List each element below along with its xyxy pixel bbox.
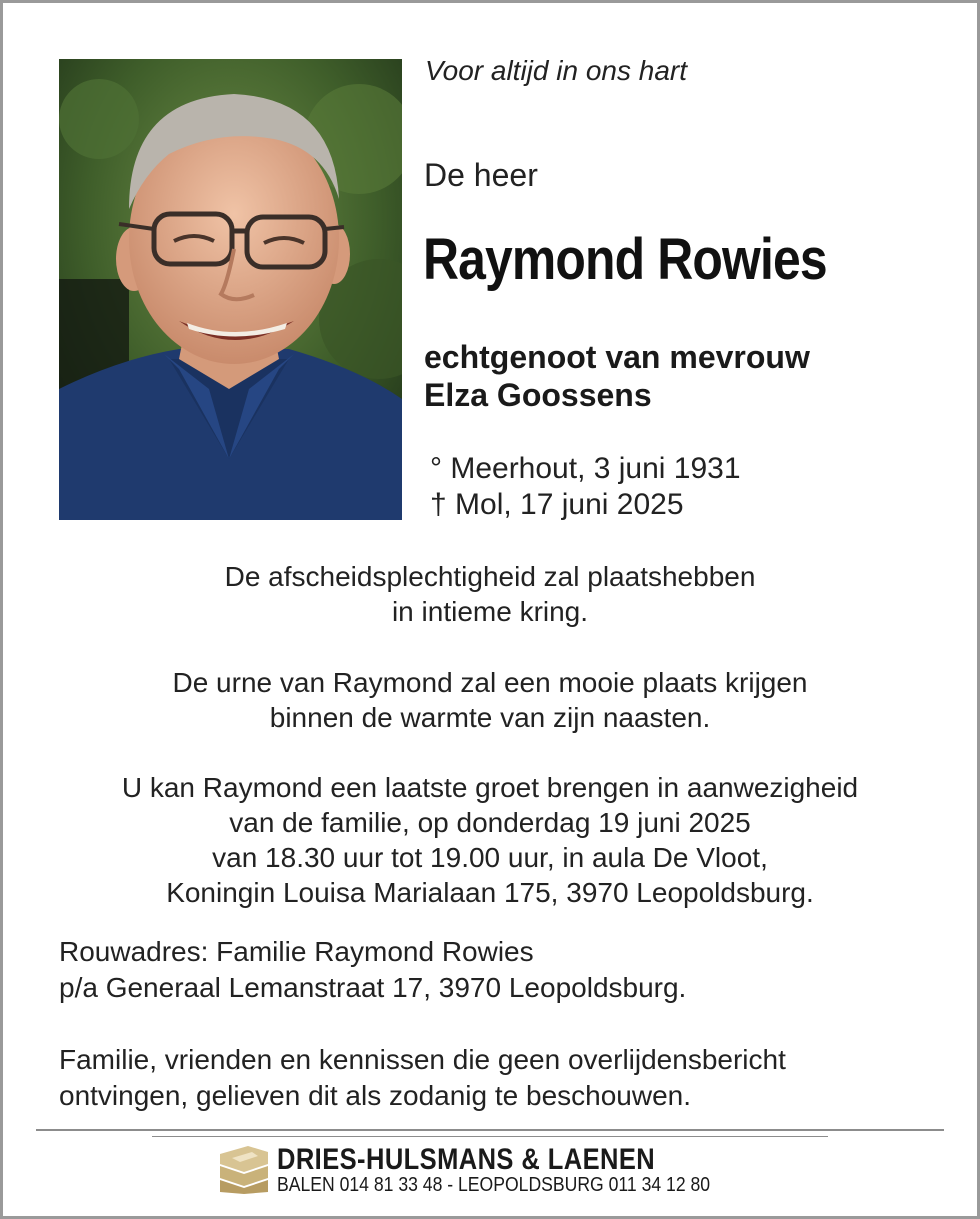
text-line: U kan Raymond een laatste groet brengen in aanwezigheid: [121, 772, 859, 803]
notice-paragraph: [59, 1042, 786, 1114]
text-line: De urne van Raymond zal een mooie plaats krijgen: [172, 667, 808, 698]
text-line: De afscheidsplechtigheid zal plaatshebben: [224, 561, 756, 592]
text-line: Koningin Louisa Marialaan 175, 3970 Leopoldsburg.: [166, 877, 814, 908]
text-line: van de familie, op donderdag 19 juni 2025: [229, 807, 751, 838]
spouse-line: echtgenoot van mevrouw: [424, 339, 810, 375]
text-line: van 18.30 uur tot 19.00 uur, in aula De Vloot,: [212, 842, 768, 873]
death-date: † Mol, 17 juni 2025: [430, 488, 684, 521]
funeral-home-name: DRIES-HULSMANS & LAENEN: [277, 1143, 656, 1176]
visit-paragraph: [0, 770, 980, 910]
text-line: in intieme kring.: [391, 596, 589, 627]
urn-paragraph: [0, 665, 980, 735]
portrait-photo: [59, 59, 402, 520]
ceremony-paragraph: [0, 559, 980, 629]
text-line: p/a Generaal Lemanstraat 17, 3970 Leopoldsburg.: [59, 972, 687, 1003]
spouse-name: Elza Goossens: [424, 377, 652, 413]
text-line: Familie, vrienden en kennissen die geen overlijdensbericht: [59, 1044, 786, 1075]
motto: Voor altijd in ons hart: [425, 55, 687, 86]
spouse-block: [424, 338, 810, 414]
mourning-address: [59, 934, 686, 1006]
title-prefix: De heer: [424, 157, 538, 193]
divider: [36, 1129, 944, 1131]
text-line: binnen de warmte van zijn naasten.: [269, 702, 711, 733]
funeral-home-logo-icon: [218, 1144, 270, 1194]
divider: [152, 1136, 828, 1137]
deceased-name: Raymond Rowies: [423, 227, 827, 292]
funeral-home-contact: BALEN 014 81 33 48 - LEOPOLDSBURG 011 34 12 80: [277, 1174, 711, 1196]
life-dates: [430, 451, 741, 523]
text-line: ontvingen, gelieven dit als zodanig te beschouwen.: [59, 1080, 691, 1111]
text-line: Rouwadres: Familie Raymond Rowies: [59, 936, 534, 967]
birth-date: ° Meerhout, 3 juni 1931: [430, 452, 741, 485]
